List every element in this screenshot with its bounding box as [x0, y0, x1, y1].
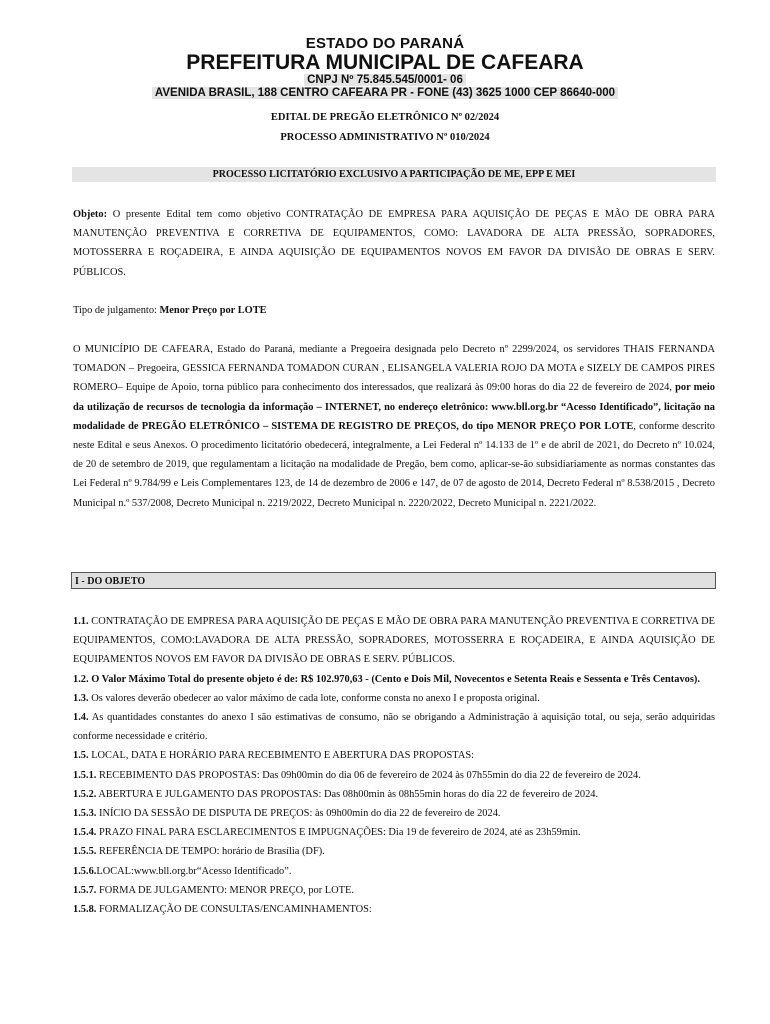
header-state: ESTADO DO PARANÁ [305, 35, 465, 52]
item-number: 1.5.5. [73, 846, 97, 858]
list-item [73, 842, 715, 861]
objeto-paragraph [73, 205, 715, 282]
item-number: 1.5.1. [73, 769, 97, 781]
list-item [73, 689, 715, 708]
list-item [73, 708, 715, 746]
header-cnpj [0, 74, 770, 86]
tipo-julgamento [73, 301, 715, 320]
item-text: As quantidades constantes do anexo I são estimativas de consumo, não se obrigando a Administração à aquisição total, ou seja, serão adquiridas conforme necessidade e critério. [73, 712, 715, 743]
list-item [73, 670, 715, 689]
item-text: PRAZO FINAL PARA ESCLARECIMENTOS E IMPUGNAÇÕES: Dia 19 de fevereiro de 2024, até as 23h59min. [96, 827, 581, 839]
item-text: ABERTURA E JULGAMENTO DAS PROPOSTAS: Das 08h00min às 08h55min horas do dia 22 de fevereiro de 2024. [96, 788, 599, 800]
item-text: REFERÊNCIA DE TEMPO: horário de Brasília (DF). [96, 846, 325, 858]
list-item [73, 785, 715, 804]
item-number: 1.5.7. [73, 884, 97, 896]
item-number: 1.5. [73, 750, 89, 762]
list-item [73, 881, 715, 900]
item-text: Os valores deverão obedecer ao valor máximo de cada lote, conforme consta no anexo I e proposta original. [88, 692, 540, 704]
tipo-label: Tipo de julgamento: [73, 305, 160, 316]
item-number: 1.2. [73, 673, 89, 685]
item-text: CONTRATAÇÃO DE EMPRESA PARA AQUISIÇÃO DE PEÇAS E MÃO DE OBRA PARA MANUTENÇÃO PREVENTIVA E CORRETIVA DE EQUIPAMENTOS, COMO:LAVADORA DE ALTA PRESSÃO, SOPRADORES, MOTOSSERRA E ROÇADEIRA, E AINDA AQUISIÇÃO DE EQUIPAMENTOS NOVOS EM FAVOR DA DIVISÃO DE OBRAS E SERV. PÚBLICOS. [73, 616, 715, 666]
processo-title: PROCESSO ADMINISTRATIVO Nº 010/2024 [280, 132, 490, 143]
item-number: 1.5.4. [73, 827, 97, 839]
item-text: FORMALIZAÇÃO DE CONSULTAS/ENCAMINHAMENTOS: [96, 904, 372, 916]
item-text: INÍCIO DA SESSÃO DE DISPUTA DE PREÇOS: às 09h00min do dia 22 de fevereiro de 2024. [96, 808, 501, 820]
item-text: LOCAL, DATA E HORÁRIO PARA RECEBIMENTO E ABERTURA DAS PROPOSTAS: [88, 750, 474, 762]
header-address-text: AVENIDA BRASIL, 188 CENTRO CAFEARA PR - FONE (43) 3625 1000 CEP 86640-000 [152, 87, 618, 99]
item-text: FORMA DE JULGAMENTO: MENOR PREÇO, por LOTE. [96, 884, 354, 896]
municipio-text-1: O MUNICÍPIO DE CAFEARA, Estado do Paraná, mediante a Pregoeira designada pelo Decreto nº 2299/2024, os servidores THAIS FERNANDA TOMADON – Pregoeira, GESSICA FERNANDA TOMADON CURAN , ELISANGELA VALERIA ROJO DA MOTA e SIZELY DE CAMPOS PIRES ROMERO– Equipe de Apoio, torna público para conhecimento dos interessados, que realizará às 09:00 horas do dia 22 de fevereiro de 2024, [73, 344, 715, 394]
exclusivity-banner: PROCESSO LICITATÓRIO EXCLUSIVO A PARTICIPAÇÃO DE ME, EPP E MEI [72, 167, 716, 182]
item-text: O Valor Máximo Total do presente objeto é de: R$ 102.970,63 - (Cento e Dois Mil, Novecentos e Setenta Reais e Sessenta e Três Centavos). [88, 673, 700, 685]
edital-title: EDITAL DE PREGÃO ELETRÔNICO Nº 02/2024 [270, 112, 500, 123]
header-prefeitura: PREFEITURA MUNICIPAL DE CAFEARA [186, 51, 584, 74]
header-cnpj-text: CNPJ Nº 75.845.545/0001- 06 [304, 74, 466, 86]
item-number: 1.4. [73, 712, 89, 724]
item-text: LOCAL:www.bll.org.br“Acesso Identificado”. [96, 865, 292, 877]
municipio-bold: por meio da utilização de recursos de tecnologia da informação – INTERNET, no endereço eletrônico: www.bll.org.br “Acesso Identificado”, licitação na modalidade de PREGÃO ELETRÔNICO – SISTEMA DE REGISTRO DE PREÇOS, do tipo MENOR PREÇO POR LOTE [73, 382, 715, 432]
list-item [73, 900, 715, 919]
item-number: 1.5.8. [73, 904, 97, 916]
list-item [73, 804, 715, 823]
header-address [0, 87, 770, 99]
list-item [73, 746, 715, 765]
municipio-text-2: , conforme descrito neste Edital e seus Anexos. O procedimento licitatório obedecerá, integralmente, a Lei Federal nº 14.133 de 1º e de abril de 2021, do Decreto nº 10.024, de 20 de setembro de 2019, que regulamentam a licitação na modalidade de Pregão, bem como, aplicar-se-ão subsidiariamente as normas constantes das Lei Federal nº 9.784/99 e Leis Complementares 123, de 14 de dezembro de 2006 e 147, de 07 de agosto de 2014, Decreto Federal nº 8.538/2015 , Decreto Municipal n.º 537/2008, Decreto Municipal n. 2219/2022, Decreto Municipal n. 2220/2022, Decreto Municipal n. 2221/2022. [73, 420, 716, 509]
item-number: 1.5.3. [73, 808, 97, 820]
tipo-value: Menor Preço por LOTE [159, 305, 267, 316]
item-number: 1.5.6. [73, 865, 97, 877]
objeto-text: O presente Edital tem como objetivo CONTRATAÇÃO DE EMPRESA PARA AQUISIÇÃO DE PEÇAS E MÃO DE OBRA PARA MANUTENÇÃO PREVENTIVA E CORRETIVA DE EQUIPAMENTOS, COMO: LAVADORA DE ALTA PRESSÃO, SOPRADORES, MOTOSSERRA E ROÇADEIRA, E AINDA AQUISIÇÃO DE EQUIPAMENTOS NOVOS EM FAVOR DA DIVISÃO DE OBRAS E SERV. PÚBLICOS. [73, 209, 715, 278]
item-number: 1.1. [73, 616, 89, 627]
list-item [73, 766, 715, 785]
item-number: 1.3. [73, 692, 89, 704]
objeto-items [73, 612, 715, 919]
list-item [73, 862, 715, 881]
list-item [73, 823, 715, 842]
item-number: 1.5.2. [73, 788, 97, 800]
municipio-paragraph [73, 340, 715, 513]
objeto-label: Objeto: [73, 209, 108, 220]
list-item [73, 612, 715, 670]
section-title-objeto: I - DO OBJETO [71, 572, 716, 589]
item-text: RECEBIMENTO DAS PROPOSTAS: Das 09h00min do dia 06 de fevereiro de 2024 às 07h55min do dia 22 de fevereiro de 2024. [96, 769, 641, 781]
